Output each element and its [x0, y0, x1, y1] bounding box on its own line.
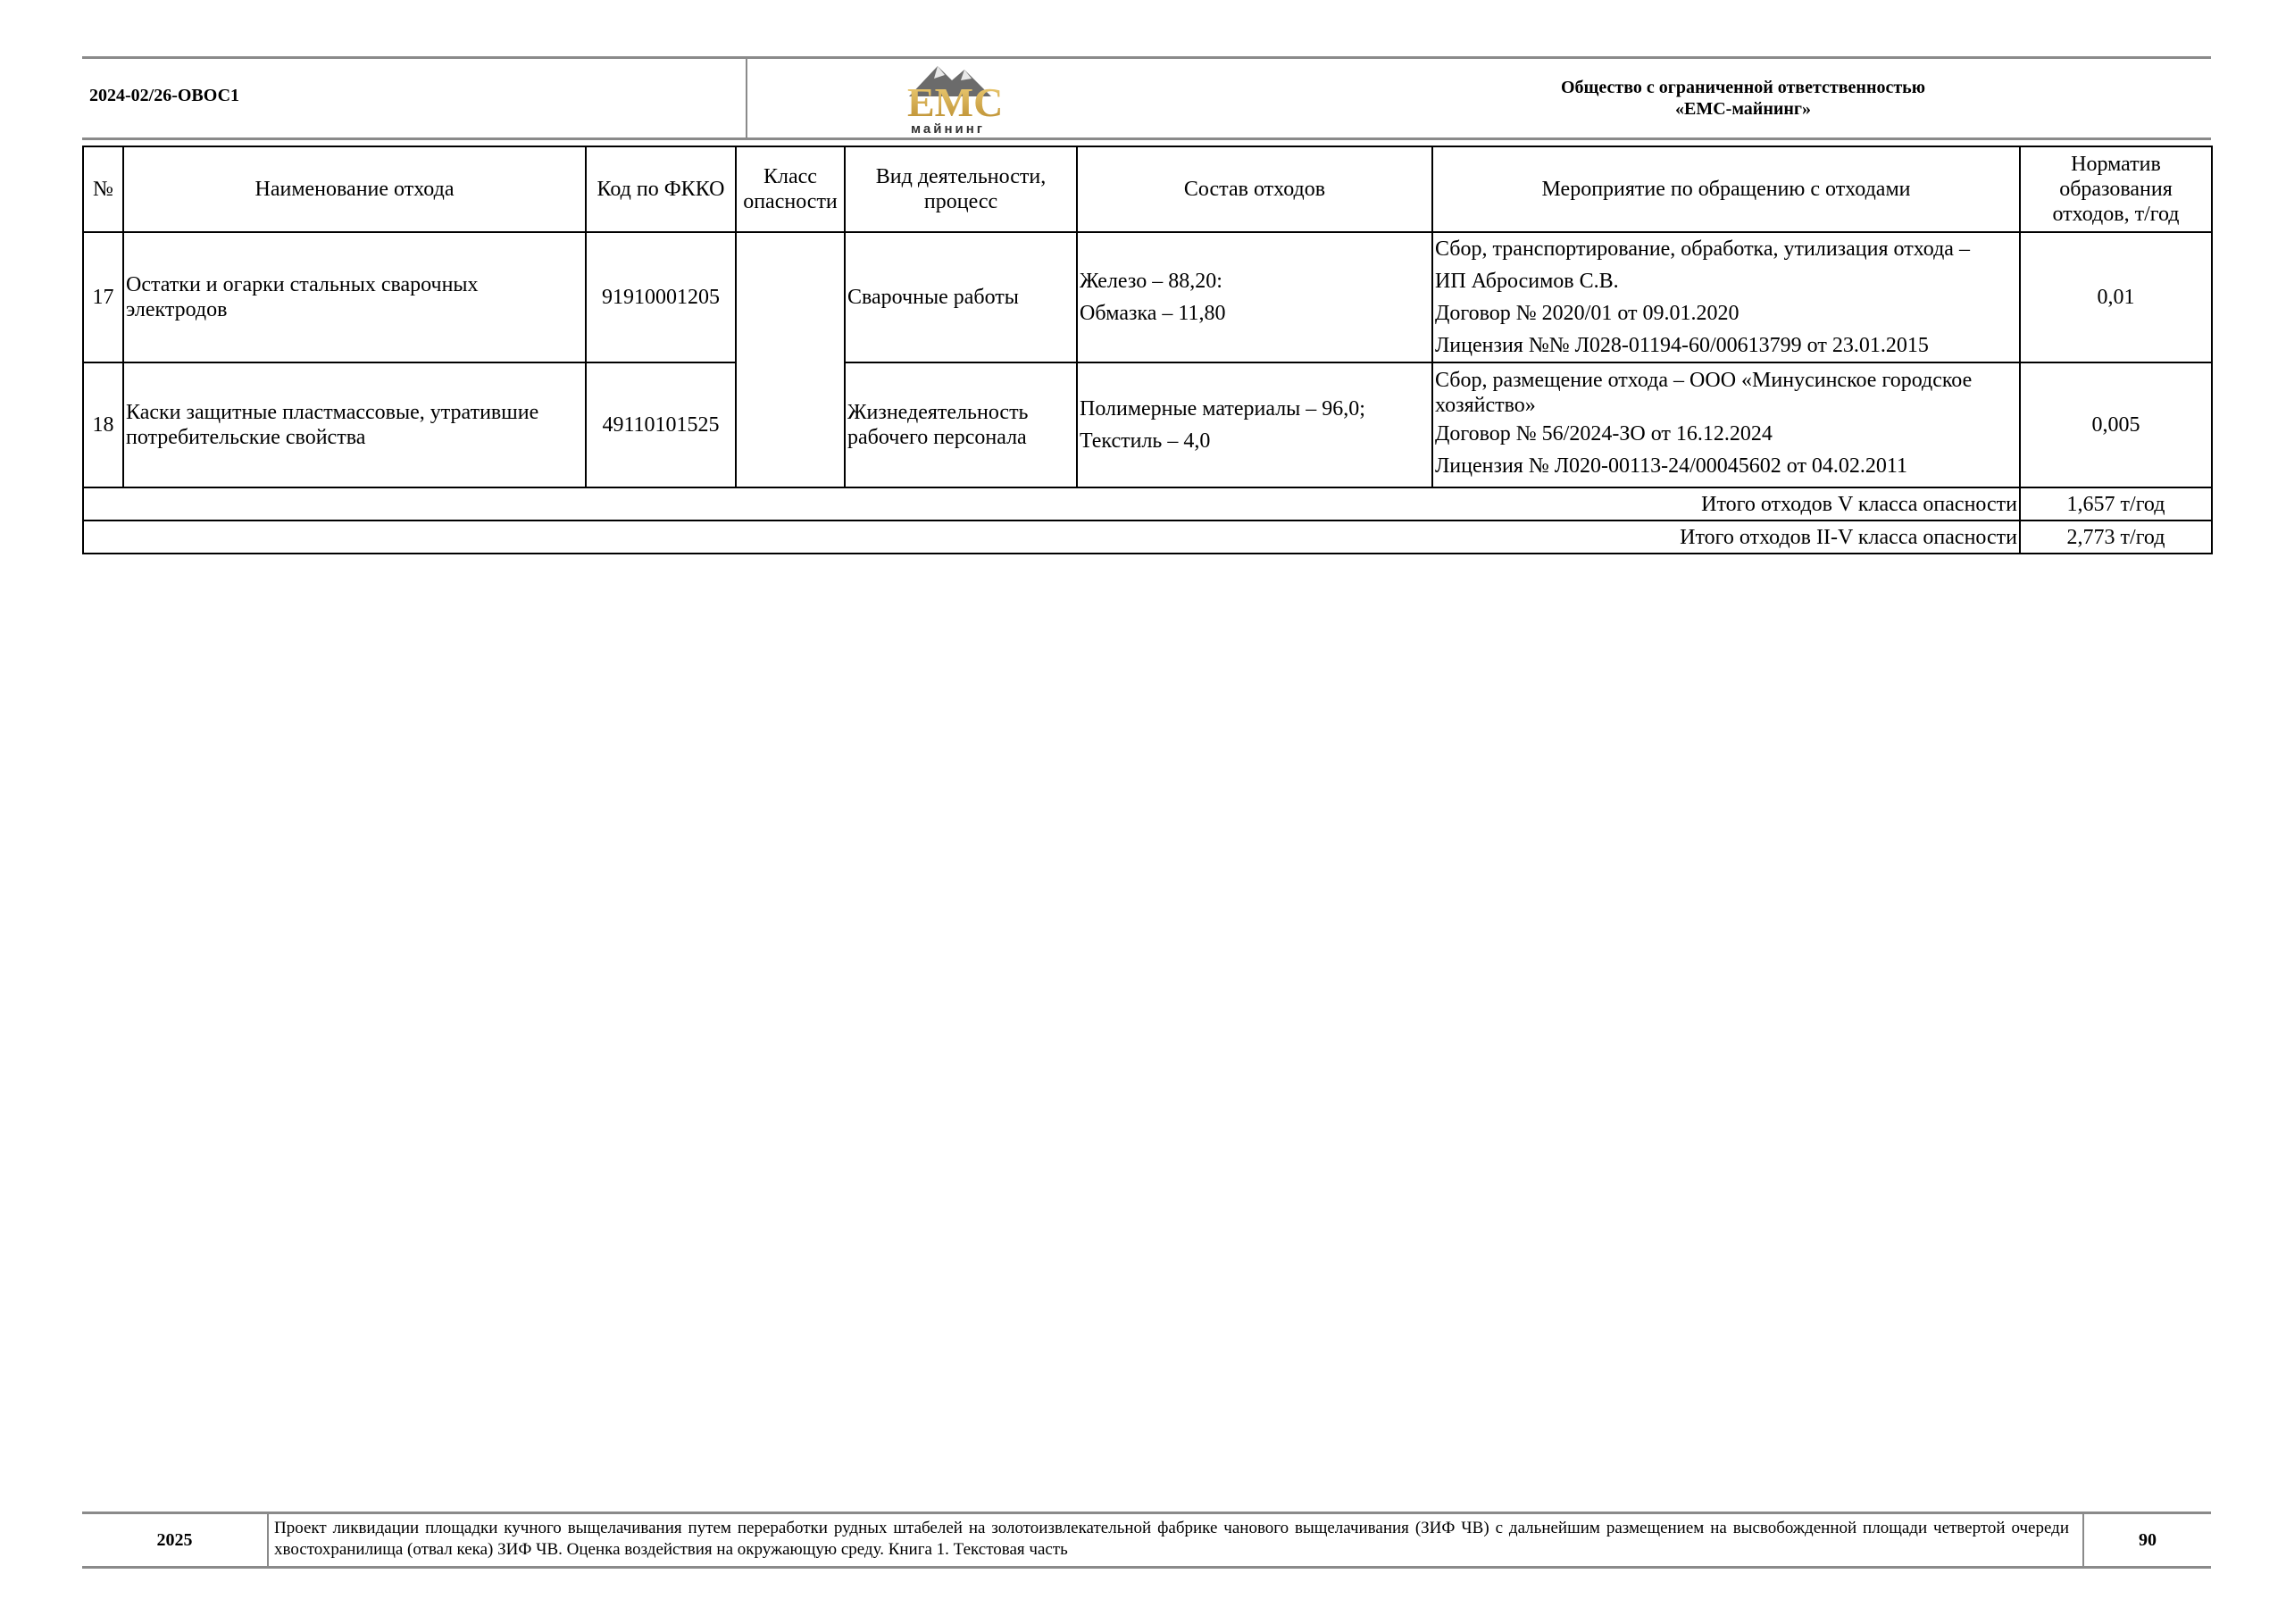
col-header-num: №: [83, 146, 123, 232]
activity: Жизнедеятельность рабочего персонала: [845, 362, 1077, 487]
total-value: 1,657 т/год: [2020, 487, 2212, 521]
total-label: Итого отходов V класса опасности: [83, 487, 2020, 521]
handling-line: ИП Абросимов С.В.: [1435, 270, 1619, 293]
header-divider: [746, 59, 747, 137]
handling-line: Договор № 2020/01 от 09.01.2020: [1435, 302, 1740, 325]
waste-name: Каски защитные пластмассовые, утратившие потребительские свойства: [123, 362, 586, 487]
org-line-1: Общество с ограниченной ответственностью: [1560, 78, 1926, 97]
table-row: [83, 362, 2212, 487]
table-header-row: [83, 146, 2212, 232]
logo-subtext: майнинг: [911, 121, 986, 136]
fkko-code: 49110101525: [586, 362, 736, 487]
col-header-composition: Состав отходов: [1077, 146, 1432, 232]
waste-name: Остатки и огарки стальных сварочных электродов: [123, 232, 586, 362]
handling-line: Лицензия №№ Л028-01194-60/00613799 от 23.01.2015: [1435, 334, 1929, 357]
composition-line: Железо – 88,20:: [1080, 270, 1222, 293]
footer-divider: [267, 1514, 269, 1566]
handling: [1432, 362, 2020, 487]
handling-line: Лицензия № Л020-00113-24/00045602 от 04.02.2011: [1435, 454, 1908, 478]
handling-line: Сбор, транспортирование, обработка, утилизация отхода –: [1435, 237, 1970, 261]
row-num: 17: [83, 232, 123, 362]
table-row: [83, 232, 2212, 362]
company-logo: [875, 61, 1080, 136]
col-header-name: Наименование отхода: [123, 146, 586, 232]
total-label: Итого отходов II-V класса опасности: [83, 521, 2020, 554]
footer-description: Проект ликвидации площадки кучного выщелачивания путем переработки рудных штабелей на золотоизвлекательной фабрике чанового выщелачивания (ЗИФ ЧВ) с дальнейшим размещением на высвобожденной площади четвертой очереди хвостохранилища (отвал кека) ЗИФ ЧВ. Оценка воздействия на окружающую среду. Книга 1. Текстовая часть: [274, 1519, 2069, 1559]
footer-year: 2025: [156, 1530, 193, 1550]
total-row: [83, 487, 2212, 521]
composition-line: Текстиль – 4,0: [1080, 429, 1211, 453]
row-num: 18: [83, 362, 123, 487]
total-value: 2,773 т/год: [2020, 521, 2212, 554]
document-code: 2024-02/26-ОВОС1: [89, 86, 240, 105]
activity: Сварочные работы: [845, 232, 1077, 362]
composition: [1077, 362, 1432, 487]
total-row: [83, 521, 2212, 554]
hazard-class: [736, 232, 845, 487]
handling-line: Договор № 56/2024-ЗО от 16.12.2024: [1435, 422, 1773, 446]
page-footer: [82, 1512, 2211, 1569]
organization-name: [1261, 77, 2225, 120]
composition-line: Полимерные материалы – 96,0;: [1080, 397, 1365, 421]
page-header: [82, 56, 2211, 140]
composition-line: Обмазка – 11,80: [1080, 302, 1226, 325]
handling-line: Сбор, размещение отхода – ООО «Минусинское городское хозяйство»: [1435, 369, 1973, 417]
col-header-activity: Вид деятельности, процесс: [845, 146, 1077, 232]
handling: [1432, 232, 2020, 362]
composition: [1077, 232, 1432, 362]
col-header-norm: Норматив образования отходов, т/год: [2020, 146, 2212, 232]
norm-value: 0,01: [2020, 232, 2212, 362]
page-number: 90: [2139, 1530, 2157, 1550]
waste-table: [82, 146, 2213, 554]
fkko-code: 91910001205: [586, 232, 736, 362]
logo-text: ЕМС: [907, 79, 1004, 125]
col-header-handling: Мероприятие по обращению с отходами: [1432, 146, 2020, 232]
col-header-hazard-class: Класс опасности: [736, 146, 845, 232]
org-line-2: «ЕМС-майнинг»: [1675, 99, 1811, 119]
norm-value: 0,005: [2020, 362, 2212, 487]
col-header-code: Код по ФККО: [586, 146, 736, 232]
